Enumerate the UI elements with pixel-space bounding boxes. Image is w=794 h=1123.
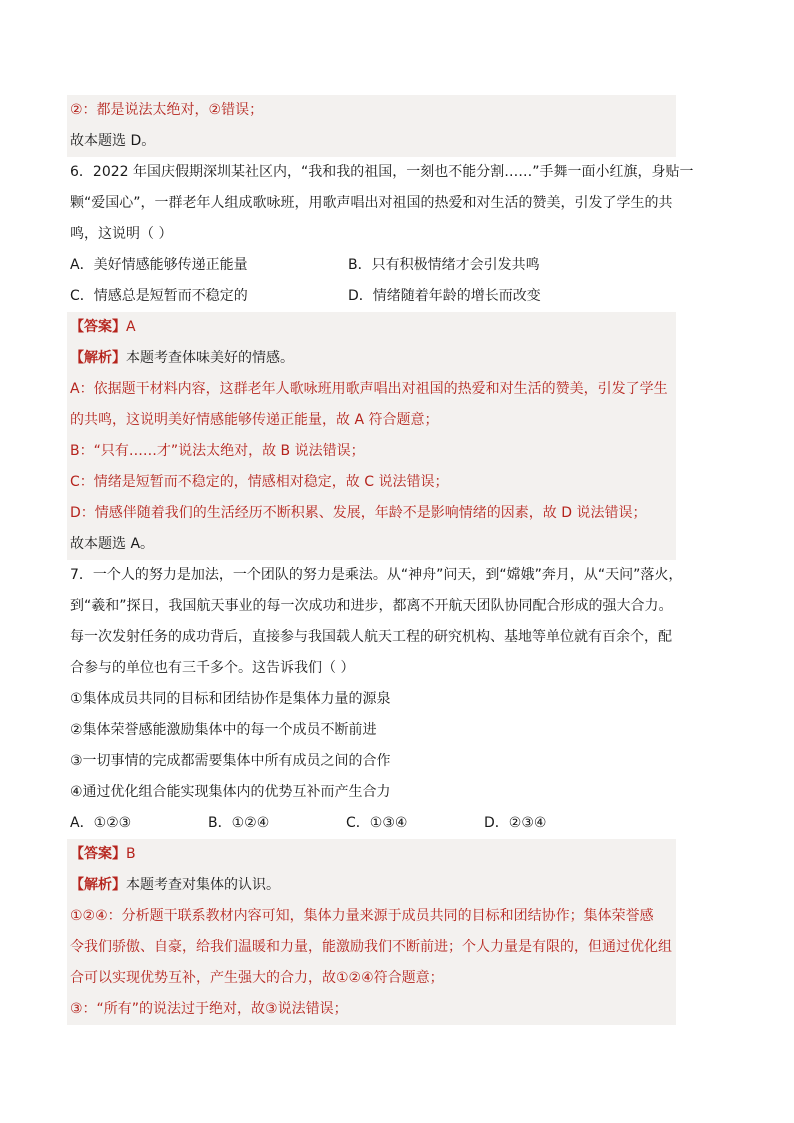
q7-analysis-line: 合可以实现优势互补，产生强大的合力，故①②④符合题意；	[67, 963, 676, 994]
q6-analysis-intro	[67, 343, 676, 374]
prev-conclusion: 故本题选 D。	[67, 126, 676, 157]
answer-label: 【答案】	[70, 319, 126, 335]
q6-option-c: C．情感总是短暂而不稳定的	[70, 288, 248, 304]
document-page	[70, 95, 694, 1025]
analysis-intro-text: 本题考查体味美好的情感。	[126, 350, 294, 366]
q6-stem-line: 颗“爱国心”，一群老年人组成歌咏班，用歌声唱出对祖国的热爱和对生活的赞美，引发了学生的共	[70, 195, 673, 211]
q7-analysis-line: ①②④：分析题干联系教材内容可知，集体力量来源于成员共同的目标和团结协作；集体荣誉感	[67, 901, 676, 932]
q7-statement: ①集体成员共同的目标和团结协作是集体力量的源泉	[70, 691, 391, 707]
q6-option-d: D．情绪随着年龄的增长而改变	[348, 288, 541, 304]
q7-statement: ④通过优化组合能实现集体内的优势互补而产生合力	[70, 784, 391, 800]
q6-options-row	[70, 250, 676, 281]
analysis-label: 【解析】	[70, 877, 126, 893]
q6-option-b: B．只有积极情绪才会引发共鸣	[348, 257, 540, 273]
q7-stem-line: 到“羲和”探日，我国航天事业的每一次成功和进步，都离不开航天团队协同配合形成的强大合力。	[70, 598, 673, 614]
q7-options-row	[70, 808, 676, 839]
question-6	[70, 157, 694, 560]
prev-analysis-line: ②：都是说法太绝对，②错误；	[67, 95, 676, 126]
answer-label: 【答案】	[70, 846, 126, 862]
q7-analysis-line: 令我们骄傲、自豪，给我们温暖和力量，能激励我们不断前进；个人力量是有限的，但通过优化组	[67, 932, 676, 963]
analysis-intro-text: 本题考查对集体的认识。	[126, 877, 280, 893]
q7-statement: ②集体荣誉感能激励集体中的每一个成员不断前进	[70, 722, 377, 738]
q6-answer	[67, 312, 676, 343]
q7-option-c: C．①③④	[346, 815, 408, 831]
q7-stem-line: 合参与的单位也有三千多个。这告诉我们（ ）	[70, 660, 355, 676]
q6-stem-line: 鸣，这说明（ ）	[70, 226, 173, 242]
q6-analysis-line: C：情绪是短暂而不稳定的，情感相对稳定，故 C 说法错误；	[67, 467, 676, 498]
q6-option-a: A．美好情感能够传递正能量	[70, 257, 248, 273]
q6-analysis-line: 的共鸣，这说明美好情感能够传递正能量，故 A 符合题意；	[67, 405, 676, 436]
q6-analysis-line: A：依据题干材料内容，这群老年人歌咏班用歌声唱出对祖国的热爱和对生活的赞美，引发了学生	[67, 374, 676, 405]
analysis-label: 【解析】	[70, 350, 126, 366]
q7-option-d: D．②③④	[484, 815, 547, 831]
answer-value: A	[126, 319, 136, 335]
question-7	[70, 560, 683, 1025]
q7-option-b: B．①②④	[208, 815, 270, 831]
q7-analysis-intro	[67, 870, 676, 901]
q7-option-a: A．①②③	[70, 815, 132, 831]
q7-stem-line: 每一次发射任务的成功背后，直接参与我国载人航天工程的研究机构、基地等单位就有百余个，配	[70, 629, 672, 645]
q6-analysis-line: B：“只有……才”说法太绝对，故 B 说法错误；	[67, 436, 676, 467]
q6-options-row	[70, 281, 676, 312]
q6-analysis-line: D：情感伴随着我们的生活经历不断积累、发展，年龄不是影响情绪的因素，故 D 说法错误；	[67, 498, 676, 529]
q7-analysis-line: ③：“所有”的说法过于绝对，故③说法错误；	[67, 994, 676, 1025]
answer-value: B	[126, 846, 136, 862]
q7-answer	[67, 839, 676, 870]
q7-stem-line: 7．一个人的努力是加法，一个团队的努力是乘法。从“神舟”问天，到“嫦娥”奔月，从“天问”落火，	[70, 567, 683, 583]
q7-statement: ③一切事情的完成都需要集体中所有成员之间的合作	[70, 753, 391, 769]
q6-conclusion: 故本题选 A。	[67, 529, 676, 560]
q6-stem-line: 6．2022 年国庆假期深圳某社区内，“我和我的祖国，一刻也不能分割……”手舞一面小红旗，身贴一	[70, 164, 694, 180]
